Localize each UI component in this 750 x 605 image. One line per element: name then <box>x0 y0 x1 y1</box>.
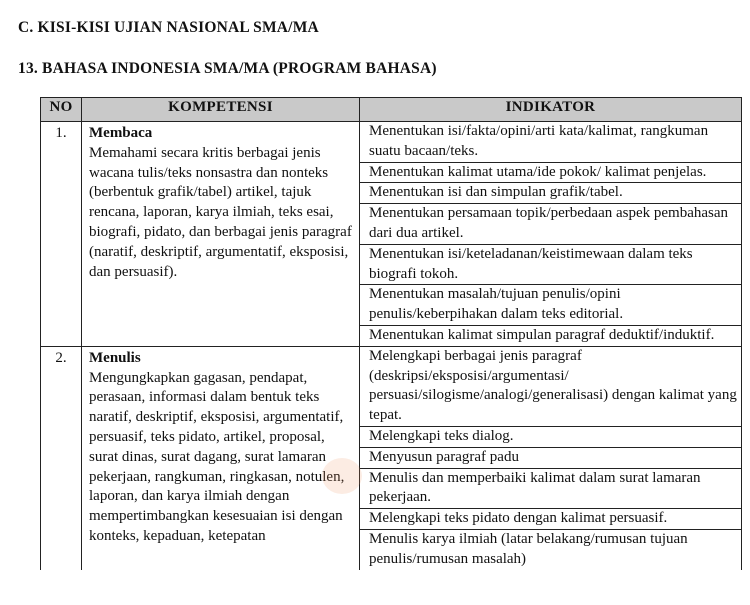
kompetensi-cell <box>82 346 360 569</box>
indikator-cell: Menulis karya ilmiah (latar belakang/rumusan tujuan penulis/rumusan masalah) <box>360 529 742 569</box>
indikator-cell: Menentukan kalimat simpulan paragraf deduktif/induktif. <box>360 325 742 346</box>
kompetensi-title: Membaca <box>89 125 153 141</box>
kompetensi-description: Memahami secara kritis berbagai jenis wacana tulis/teks nonsastra dan nonteks (berbentuk grafik/tabel) artikel, tajuk rencana, laporan, karya ilmiah, teks esai, biografi, pidato, dan berbagai jenis paragraf (naratif, deskriptif, argumentatif, eksposisi, dan persuasif). <box>89 144 352 280</box>
indikator-cell: Melengkapi teks pidato dengan kalimat persuasif. <box>360 509 742 530</box>
header-indikator: INDIKATOR <box>360 98 742 122</box>
table-row <box>41 346 742 426</box>
section-heading: C. KISI-KISI UJIAN NASIONAL SMA/MA <box>18 19 319 36</box>
kompetensi-title: Menulis <box>89 349 141 366</box>
indikator-cell: Melengkapi berbagai jenis paragraf (deskripsi/eksposisi/argumentasi/ persuasi/silogisme/analogi/generalisasi) dengan kalimat yang tepat. <box>360 346 742 426</box>
indikator-cell: Melengkapi teks dialog. <box>360 426 742 447</box>
header-no: NO <box>41 98 82 122</box>
table-header-row <box>41 98 742 122</box>
watermark-logo <box>322 458 362 494</box>
header-kompetensi: KOMPETENSI <box>82 98 360 122</box>
table-row <box>41 122 742 163</box>
row-number: 2. <box>41 346 82 569</box>
row-number: 1. <box>41 122 82 347</box>
indikator-cell: Menentukan masalah/tujuan penulis/opini penulis/keberpihakan dalam teks editorial. <box>360 285 742 326</box>
indikator-cell: Menyusun paragraf padu <box>360 447 742 468</box>
kisi-kisi-table <box>40 97 742 570</box>
indikator-cell: Menentukan isi dan simpulan grafik/tabel. <box>360 183 742 204</box>
indikator-cell: Menentukan isi/fakta/opini/arti kata/kalimat, rangkuman suatu bacaan/teks. <box>360 122 742 163</box>
kompetensi-cell <box>82 122 360 347</box>
indikator-cell: Menulis dan memperbaiki kalimat dalam surat lamaran pekerjaan. <box>360 468 742 509</box>
kompetensi-description: Mengungkapkan gagasan, pendapat, perasaan, informasi dalam bentuk teks naratif, deskriptif, eksposisi, argumentatif, persuasif, teks pidato, artikel, proposal, surat dinas, surat dagang, surat lamaran pekerjaan, rangkuman, ringkasan, notulen, laporan, dan karya ilmiah dengan mempertimbangkan kesesuaian isi dengan konteks, kepaduan, ketepatan <box>89 369 345 544</box>
indikator-cell: Menentukan kalimat utama/ide pokok/ kalimat penjelas. <box>360 162 742 183</box>
indikator-cell: Menentukan persamaan topik/perbedaan aspek pembahasan dari dua artikel. <box>360 204 742 245</box>
subject-heading: 13. BAHASA INDONESIA SMA/MA (PROGRAM BAHASA) <box>18 60 437 77</box>
indikator-cell: Menentukan isi/keteladanan/keistimewaan dalam teks biografi tokoh. <box>360 244 742 285</box>
